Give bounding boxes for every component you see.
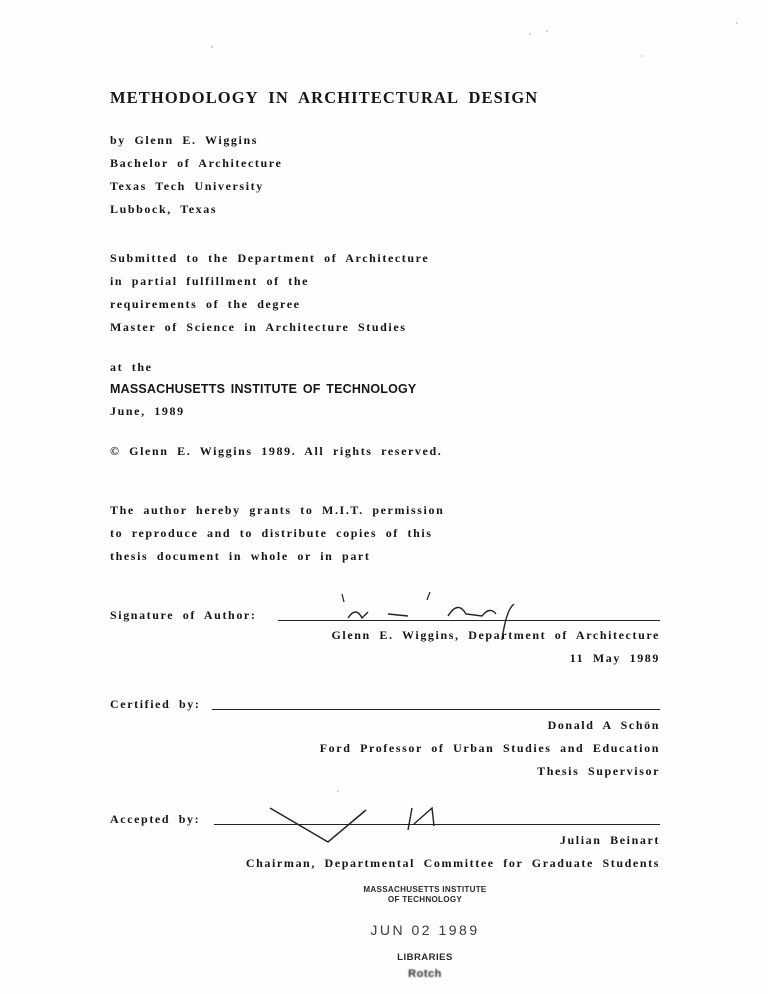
certified-name: Donald A Schön [547,718,660,732]
stamp-date: JUN 02 1989 [370,922,480,938]
author-degree: Bachelor of Architecture [110,156,283,170]
certified-role-2: Thesis Supervisor [537,764,660,778]
thesis-date: June, 1989 [110,404,185,418]
accepted-role: Chairman, Departmental Committee for Graduate Students [245,856,660,870]
author-signature-date: 11 May 1989 [569,651,660,665]
scan-speck [736,22,738,24]
submission-line-1: Submitted to the Department of Architecture [110,251,430,265]
at-the: at the [110,360,153,374]
scan-speck [337,790,339,792]
stamp-libraries: LIBRARIES [397,952,453,963]
submission-line-3: requirements of the degree [110,297,301,311]
submission-line-2: in partial fulfillment of the [110,274,310,288]
accepted-by-label: Accepted by: [110,812,201,826]
stamp-collection: Rotch [408,968,442,980]
author-university: Texas Tech University [110,179,264,193]
scan-speck [529,33,531,35]
copyright-notice: © Glenn E. Wiggins 1989. All rights reserved. [110,444,443,458]
byline: by Glenn E. Wiggins [110,133,258,147]
scan-speck [546,30,548,32]
scan-speck [641,55,643,57]
page-title: METHODOLOGY IN ARCHITECTURAL DESIGN [110,88,539,107]
accepted-signature-scribble [262,800,482,850]
submission-line-4: Master of Science in Architecture Studies [110,320,407,334]
scan-speck [211,46,213,48]
institution-name: MASSACHUSETTS INSTITUTE OF TECHNOLOGY [110,382,417,396]
author-signature-name: Glenn E. Wiggins, Department of Architecture [331,628,660,642]
signature-author-label: Signature of Author: [110,608,257,622]
permission-line-1: The author hereby grants to M.I.T. permission [110,503,445,517]
certified-by-line [212,709,660,710]
library-stamp [325,884,525,904]
permission-line-3: thesis document in whole or in part [110,549,371,563]
certified-by-label: Certified by: [110,697,201,711]
stamp-institute-line-2: OF TECHNOLOGY [387,894,463,904]
permission-line-2: to reproduce and to distribute copies of this [110,526,433,540]
certified-role-1: Ford Professor of Urban Studies and Education [319,741,660,755]
accepted-name: Julian Beinart [559,833,660,847]
author-city: Lubbock, Texas [110,202,218,216]
stamp-institute-line-1: MASSACHUSETTS INSTITUTE [363,884,487,894]
